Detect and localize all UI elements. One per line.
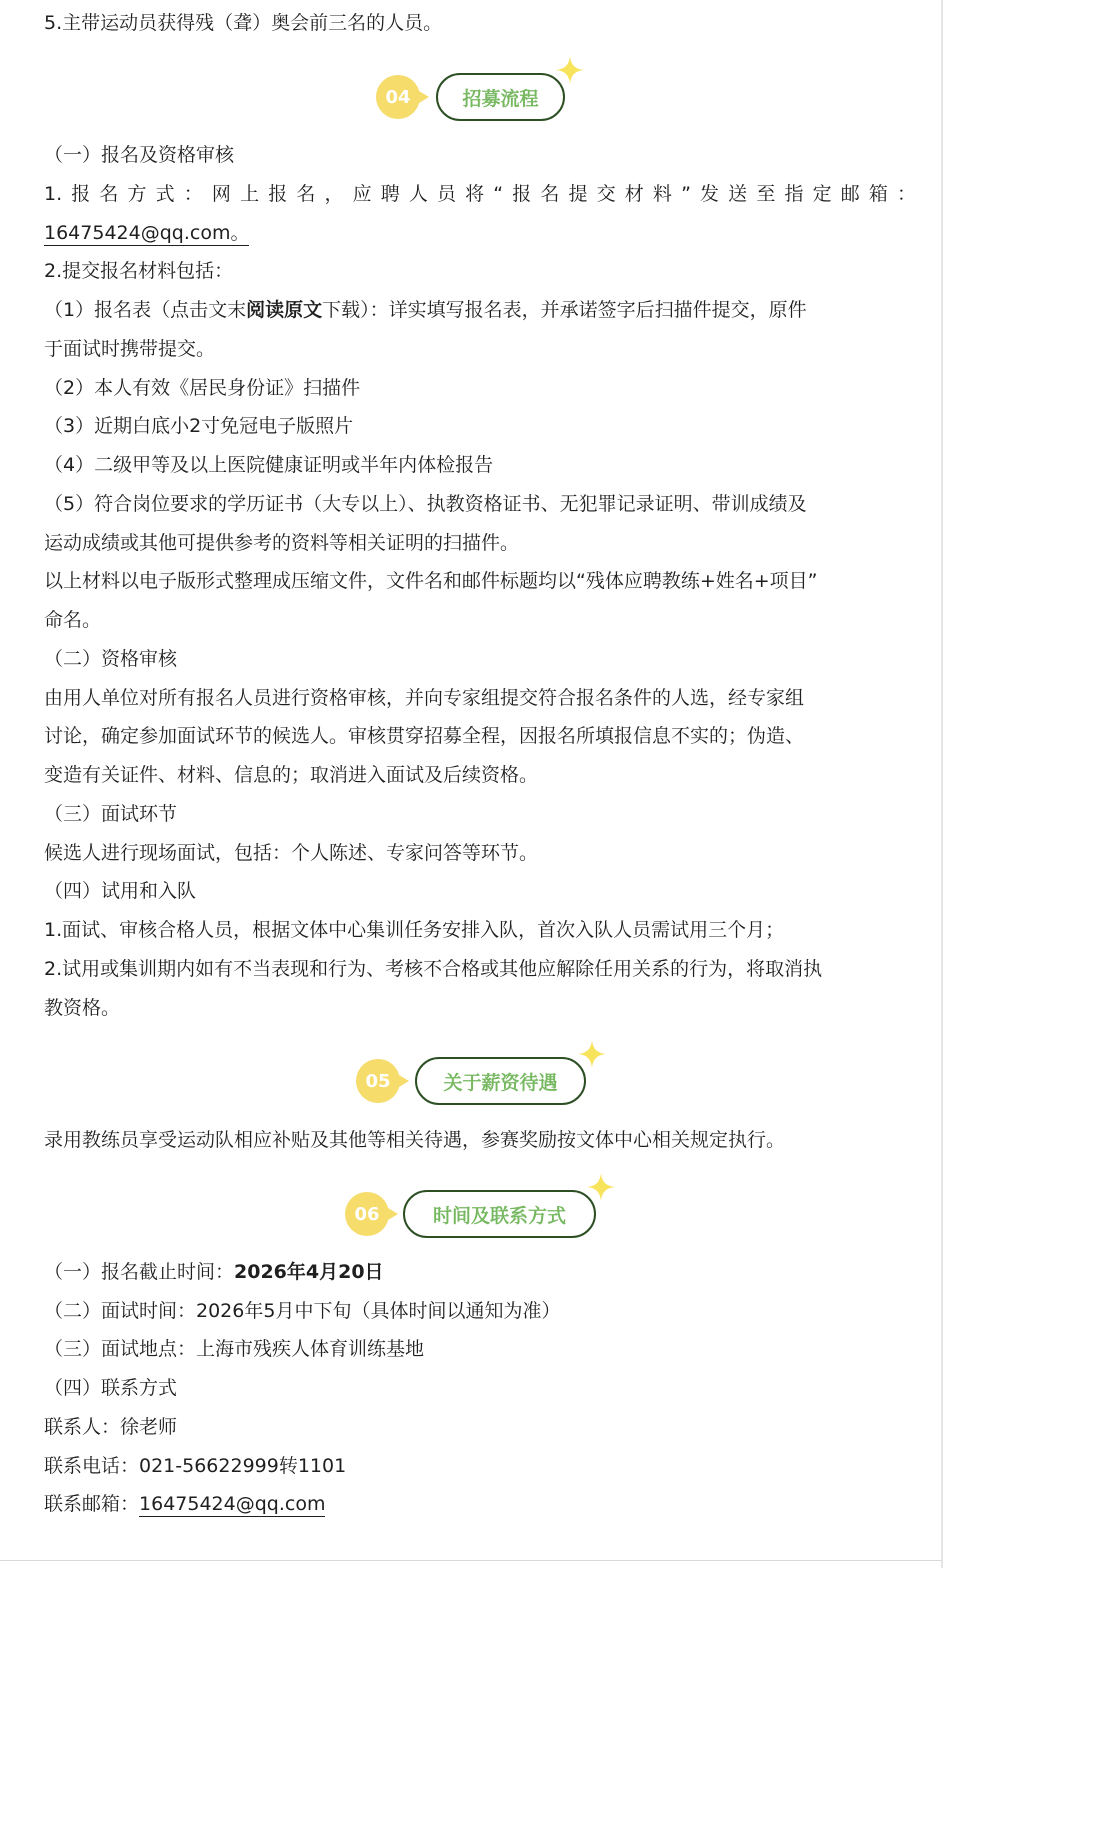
contact-person: 联系人：徐老师 — [44, 1416, 178, 1438]
material-item-5: （5）符合岗位要求的学历证书（大专以上）、执教资格证书、无犯罪记录证明、带训成绩及 — [44, 493, 807, 515]
material-item-3: （3）近期白底小2寸免冠电子版照片 — [44, 415, 354, 437]
interview-text: 候选人进行现场面试，包括：个人陈述、专家问答等环节。 — [44, 842, 539, 864]
section-title-pill: 时间及联系方式 — [403, 1190, 596, 1238]
contact-email-link[interactable]: 16475424@qq.com — [139, 1493, 326, 1515]
item-text: 下载）：详实填写报名表，并承诺签字后扫描件提交，原件 — [322, 299, 807, 321]
contact-title: （四）联系方式 — [44, 1377, 178, 1399]
contact-email-label: 联系邮箱： — [44, 1493, 140, 1515]
sparkle-icon — [578, 1040, 606, 1068]
item-text: （1）报名表（点击文末 — [44, 299, 247, 321]
section-number-badge: 06 — [345, 1192, 389, 1236]
right-edge-rule — [941, 0, 943, 1568]
sub-heading-probation: （四）试用和入队 — [44, 880, 197, 902]
review-text-2: 讨论，确定参加面试环节的候选人。审核贯穿招募全程，因报名所填报信息不实的；伪造、 — [44, 725, 805, 747]
sub-heading-review: （二）资格审核 — [44, 648, 178, 670]
sub-heading-interview: （三）面试环节 — [44, 803, 178, 825]
section-header-04 — [376, 70, 586, 126]
material-item-4: （4）二级甲等及以上医院健康证明或半年内体检报告 — [44, 454, 494, 476]
registration-method: 1.报名方式：网上报名，应聘人员将“报名提交材料”发送至指定邮箱： — [44, 183, 916, 205]
review-text-1: 由用人单位对所有报名人员进行资格审核，并向专家组提交符合报名条件的人选，经专家组 — [44, 687, 805, 709]
material-item-1 — [44, 291, 916, 330]
material-item-1-cont: 于面试时携带提交。 — [44, 338, 216, 360]
section-number-badge: 05 — [356, 1059, 400, 1103]
sub-heading-registration: （一）报名及资格审核 — [44, 144, 235, 166]
read-original-link[interactable]: 阅读原文 — [246, 299, 323, 321]
probation-text-2: 2.试用或集训期内如有不当表现和行为、考核不合格或其他应解除任用关系的行为，将取消执 — [44, 958, 823, 980]
intro-line: 5.主带运动员获得残（聋）奥会前三名的人员。 — [44, 12, 443, 34]
section-header-06 — [345, 1187, 617, 1243]
review-text-3: 变造有关证件、材料、信息的；取消进入面试及后续资格。 — [44, 764, 539, 786]
bottom-divider — [0, 1560, 943, 1561]
material-item-2: （2）本人有效《居民身份证》扫描件 — [44, 377, 361, 399]
registration-email-line — [44, 214, 916, 253]
section-title-pill: 招募流程 — [436, 73, 565, 121]
sparkle-icon — [556, 56, 584, 84]
materials-note-cont: 命名。 — [44, 609, 102, 631]
contact-phone: 联系电话：021-56622999转1101 — [44, 1455, 347, 1477]
materials-note: 以上材料以电子版形式整理成压缩文件，文件名和邮件标题均以“残体应聘教练+姓名+项目” — [44, 570, 818, 592]
interview-time: （二）面试时间：2026年5月中下旬（具体时间以通知为准） — [44, 1300, 561, 1322]
contact-email-line — [44, 1485, 916, 1524]
section-header-05 — [356, 1054, 606, 1110]
probation-text-3: 教资格。 — [44, 997, 121, 1019]
registration-email-link[interactable]: 16475424@qq.com。 — [44, 222, 250, 244]
section-number-badge: 04 — [376, 75, 420, 119]
probation-text-1: 1.面试、审核合格人员，根据文体中心集训任务安排入队，首次入队人员需试用三个月； — [44, 919, 785, 941]
section-title-pill: 关于薪资待遇 — [415, 1057, 586, 1105]
interview-place: （三）面试地点：上海市残疾人体育训练基地 — [44, 1338, 425, 1360]
sparkle-icon — [587, 1173, 615, 1201]
salary-text: 录用教练员享受运动队相应补贴及其他等相关待遇，参赛奖励按文体中心相关规定执行。 — [44, 1129, 786, 1151]
deadline-label: （一）报名截止时间： — [44, 1261, 235, 1283]
deadline-line — [44, 1253, 916, 1292]
materials-title: 2.提交报名材料包括： — [44, 260, 234, 282]
material-item-5-cont: 运动成绩或其他可提供参考的资料等相关证明的扫描件。 — [44, 532, 520, 554]
deadline-value: 2026年4月20日 — [234, 1261, 384, 1283]
